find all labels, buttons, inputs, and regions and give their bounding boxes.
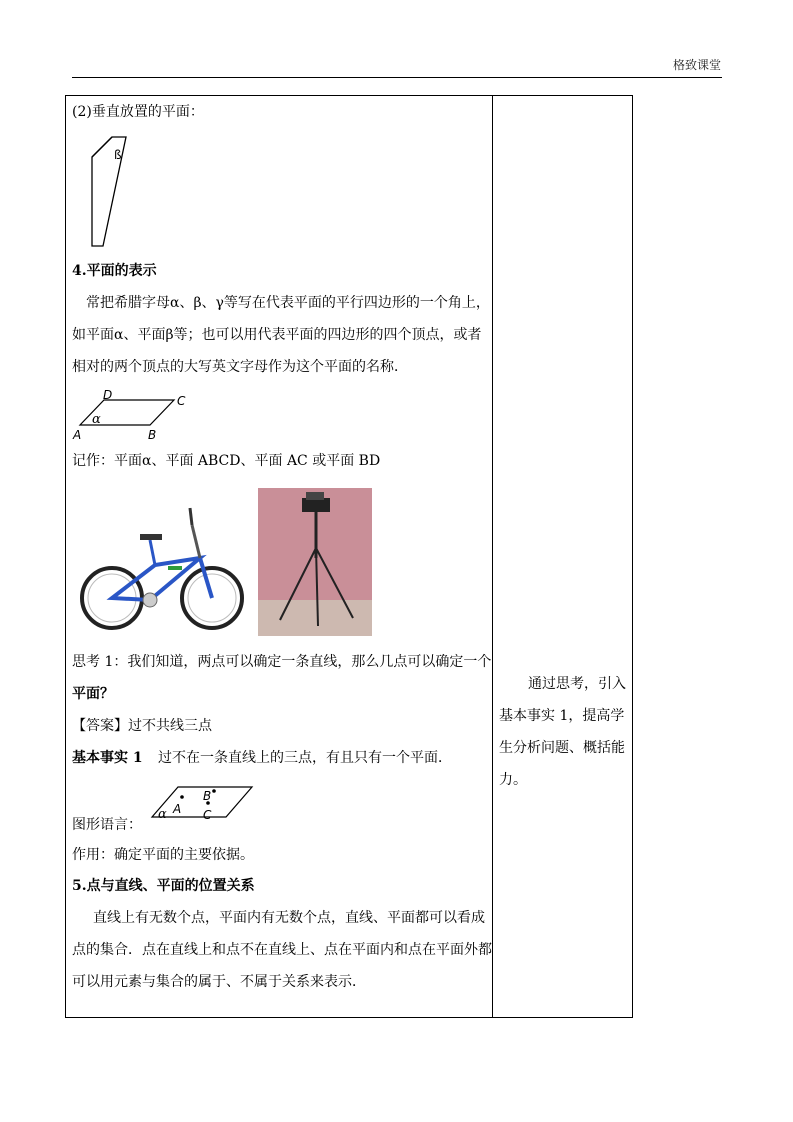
- tripod-photo: [258, 488, 372, 636]
- alpha-label: α: [92, 412, 101, 427]
- section4-paragraph-line2: 如平面α、平面β等；也可以用代表平面的四边形的四个顶点，或者: [72, 327, 482, 343]
- section5-paragraph-line1: 直线上有无数个点，平面内有无数个点，直线、平面都可以看成: [93, 910, 485, 926]
- fig-alpha-label: α: [158, 807, 167, 822]
- side-note-line3: 生分析问题、概括能: [499, 740, 625, 756]
- vertical-plane-figure: [88, 135, 128, 250]
- section5-paragraph-line2: 点的集合．点在直线上和点不在直线上、点在平面内和点在平面外都: [72, 942, 492, 958]
- vertex-a-label: A: [73, 428, 82, 442]
- section5-paragraph-line3: 可以用元素与集合的属于、不属于关系来表示．: [72, 974, 366, 990]
- bicycle-photo: [80, 500, 245, 635]
- table-column-divider: [492, 95, 493, 1018]
- header-divider: [72, 77, 722, 78]
- answer-line: 【答案】过不共线三点: [72, 718, 212, 734]
- vertical-plane-label: ß: [114, 148, 122, 162]
- point-a-label: A: [173, 802, 182, 816]
- side-note-line2: 基本事实 1，提高学: [499, 708, 625, 724]
- vertex-c-label: C: [177, 394, 186, 408]
- section4-title: 4.平面的表示: [72, 263, 157, 279]
- point-c-label: C: [203, 808, 212, 822]
- think1-line1: 思考 1：我们知道，两点可以确定一条直线，那么几点可以确定一个: [72, 654, 492, 670]
- section4-paragraph-line3: 相对的两个顶点的大写英文字母作为这个平面的名称．: [72, 359, 408, 375]
- vertex-b-label: B: [148, 428, 157, 442]
- side-note-line4: 力。: [499, 772, 527, 788]
- side-note-line1: 通过思考，引入: [528, 676, 626, 692]
- header-brand: 格致课堂: [672, 58, 721, 72]
- vertex-d-label: D: [103, 388, 113, 402]
- think1-line2: 平面？: [72, 686, 114, 702]
- axiom-label: 基本事实 1: [72, 750, 143, 766]
- purpose-line: 作用：确定平面的主要依据。: [72, 847, 254, 863]
- section4-paragraph-line1: 常把希腊字母α、β、γ等写在代表平面的平行四边形的一个角上，: [86, 295, 490, 311]
- figure-language-label: 图形语言：: [72, 817, 142, 833]
- section5-title: 5.点与直线、平面的位置关系: [72, 878, 255, 894]
- point-b-label: B: [203, 789, 212, 803]
- notation-line: 记作：平面α、平面 ABCD、平面 AC 或平面 BD: [72, 453, 381, 469]
- axiom-text: 过不在一条直线上的三点，有且只有一个平面．: [158, 750, 452, 766]
- vertical-plane-heading: (2)垂直放置的平面：: [72, 104, 204, 120]
